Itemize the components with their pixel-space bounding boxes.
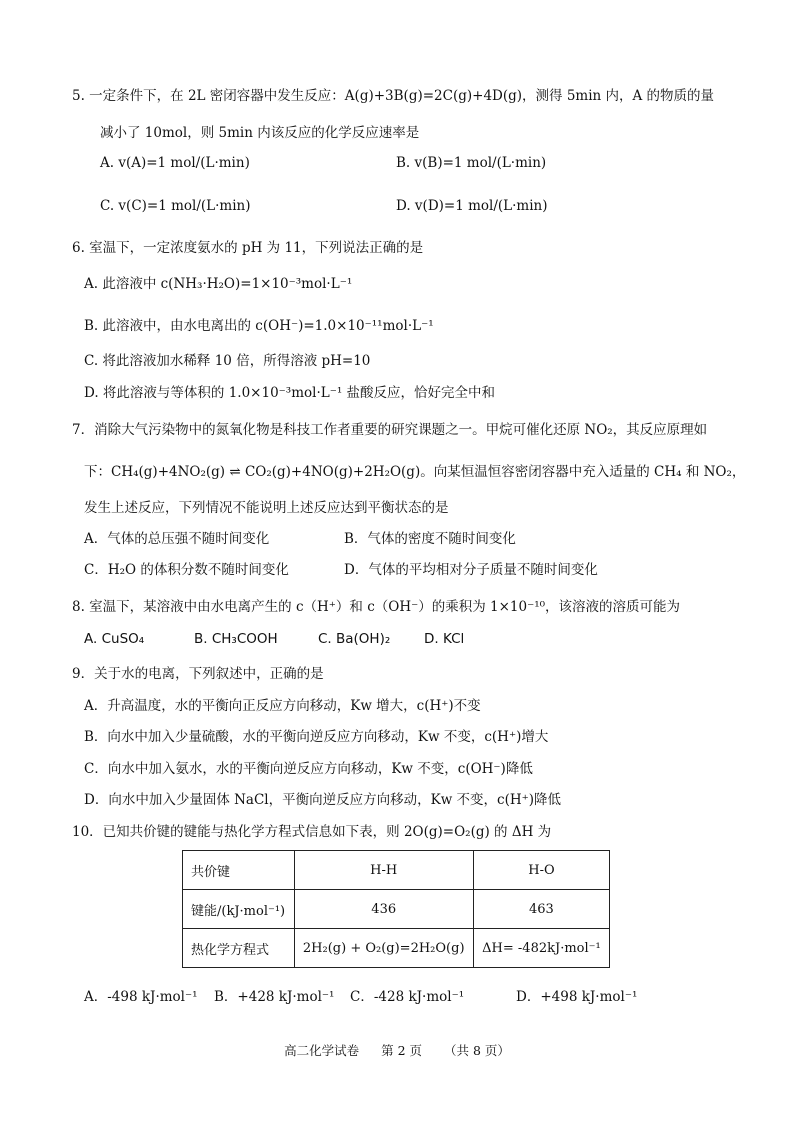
q7-stem-line1: 7．消除大气污染物中的氮氧化物是科技工作者重要的研究课题之一。甲烷可催化还原 NO₂，其反应原理如: [72, 422, 708, 438]
q10-option-b: B．+428 kJ·mol⁻¹: [214, 989, 335, 1005]
footer-total: （共 8 页）: [443, 1043, 510, 1058]
q5-option-a: A. v(A)=1 mol/(L·min): [100, 155, 250, 171]
q10-option-d: D．+498 kJ·mol⁻¹: [516, 989, 638, 1005]
q7-option-d: D．气体的平均相对分子质量不随时间变化: [344, 562, 598, 578]
q8-option-d: D. KCl: [424, 631, 465, 647]
q9-option-b: B．向水中加入少量硫酸，水的平衡向逆反应方向移动，Kw 不变，c(H⁺)增大: [84, 729, 549, 745]
q7-stem-line2: 下：CH₄(g)+4NO₂(g) ⇌ CO₂(g)+4NO(g)+2H₂O(g)。向某恒温恒容密闭容器中充入适量的 CH₄ 和 NO₂，: [84, 464, 746, 480]
q9-stem: 9．关于水的电离，下列叙述中，正确的是: [72, 666, 324, 682]
q5-option-c: C. v(C)=1 mol/(L·min): [100, 198, 251, 214]
q10-option-c: C．-428 kJ·mol⁻¹: [350, 989, 465, 1005]
table-row: [183, 929, 610, 968]
table-cell: ΔH= -482kJ·mol⁻¹: [473, 929, 609, 968]
q10-stem: 10．已知共价键的键能与热化学方程式信息如下表，则 2O(g)=O₂(g) 的 ΔH 为: [72, 824, 552, 840]
q7-option-a: A．气体的总压强不随时间变化: [84, 531, 270, 547]
table-cell: 热化学方程式: [183, 929, 295, 968]
q8-stem: 8. 室温下，某溶液中由水电离产生的 c（H⁺）和 c（OH⁻）的乘积为 1×10⁻¹⁰，该溶液的溶质可能为: [72, 599, 681, 615]
table-cell: H-H: [294, 851, 473, 890]
q5-stem-line1: 5. 一定条件下，在 2L 密闭容器中发生反应：A(g)+3B(g)=2C(g)+4D(g)，测得 5min 内，A 的物质的量: [72, 88, 715, 104]
footer-course: 高二化学试卷: [284, 1043, 360, 1058]
q6-option-b: B. 此溶液中，由水电离出的 c(OH⁻)=1.0×10⁻¹¹mol·L⁻¹: [84, 318, 434, 334]
table-cell: 共价键: [183, 851, 295, 890]
q6-option-a: A. 此溶液中 c(NH₃·H₂O)=1×10⁻³mol·L⁻¹: [84, 276, 353, 292]
q6-option-d: D. 将此溶液与等体积的 1.0×10⁻³mol·L⁻¹ 盐酸反应，恰好完全中和: [84, 385, 496, 401]
page-footer: [0, 1041, 794, 1059]
table-cell: 463: [473, 890, 609, 929]
q5-option-b: B. v(B)=1 mol/(L·min): [396, 155, 547, 171]
q10-option-a: A．-498 kJ·mol⁻¹: [84, 989, 198, 1005]
q6-stem: 6. 室温下，一定浓度氨水的 pH 为 11，下列说法正确的是: [72, 240, 424, 256]
footer-page: 第 2 页: [381, 1043, 422, 1058]
q6-option-c: C. 将此溶液加水稀释 10 倍，所得溶液 pH=10: [84, 353, 371, 369]
table-cell: 2H₂(g) + O₂(g)=2H₂O(g): [294, 929, 473, 968]
q7-stem-line3: 发生上述反应，下列情况不能说明上述反应达到平衡状态的是: [84, 500, 449, 516]
q9-option-c: C．向水中加入氨水，水的平衡向逆反应方向移动，Kw 不变，c(OH⁻)降低: [84, 761, 533, 777]
q8-option-c: C. Ba(OH)₂: [318, 631, 391, 647]
q9-option-a: A．升高温度，水的平衡向正反应方向移动，Kw 增大，c(H⁺)不变: [84, 698, 481, 714]
q5-option-d: D. v(D)=1 mol/(L·min): [396, 198, 548, 214]
table-cell: H-O: [473, 851, 609, 890]
table-row: [183, 851, 610, 890]
q5-stem-line2: 减小了 10mol，则 5min 内该反应的化学反应速率是: [100, 125, 420, 141]
table-cell: 436: [294, 890, 473, 929]
bond-energy-table: [182, 850, 610, 968]
q8-option-a: A. CuSO₄: [84, 631, 145, 647]
table-row: [183, 890, 610, 929]
q7-option-c: C．H₂O 的体积分数不随时间变化: [84, 562, 289, 578]
table-cell: 键能/(kJ·mol⁻¹): [183, 890, 295, 929]
q8-option-b: B. CH₃COOH: [194, 631, 278, 647]
q7-option-b: B．气体的密度不随时间变化: [344, 531, 516, 547]
q9-option-d: D．向水中加入少量固体 NaCl，平衡向逆反应方向移动，Kw 不变，c(H⁺)降低: [84, 792, 562, 808]
